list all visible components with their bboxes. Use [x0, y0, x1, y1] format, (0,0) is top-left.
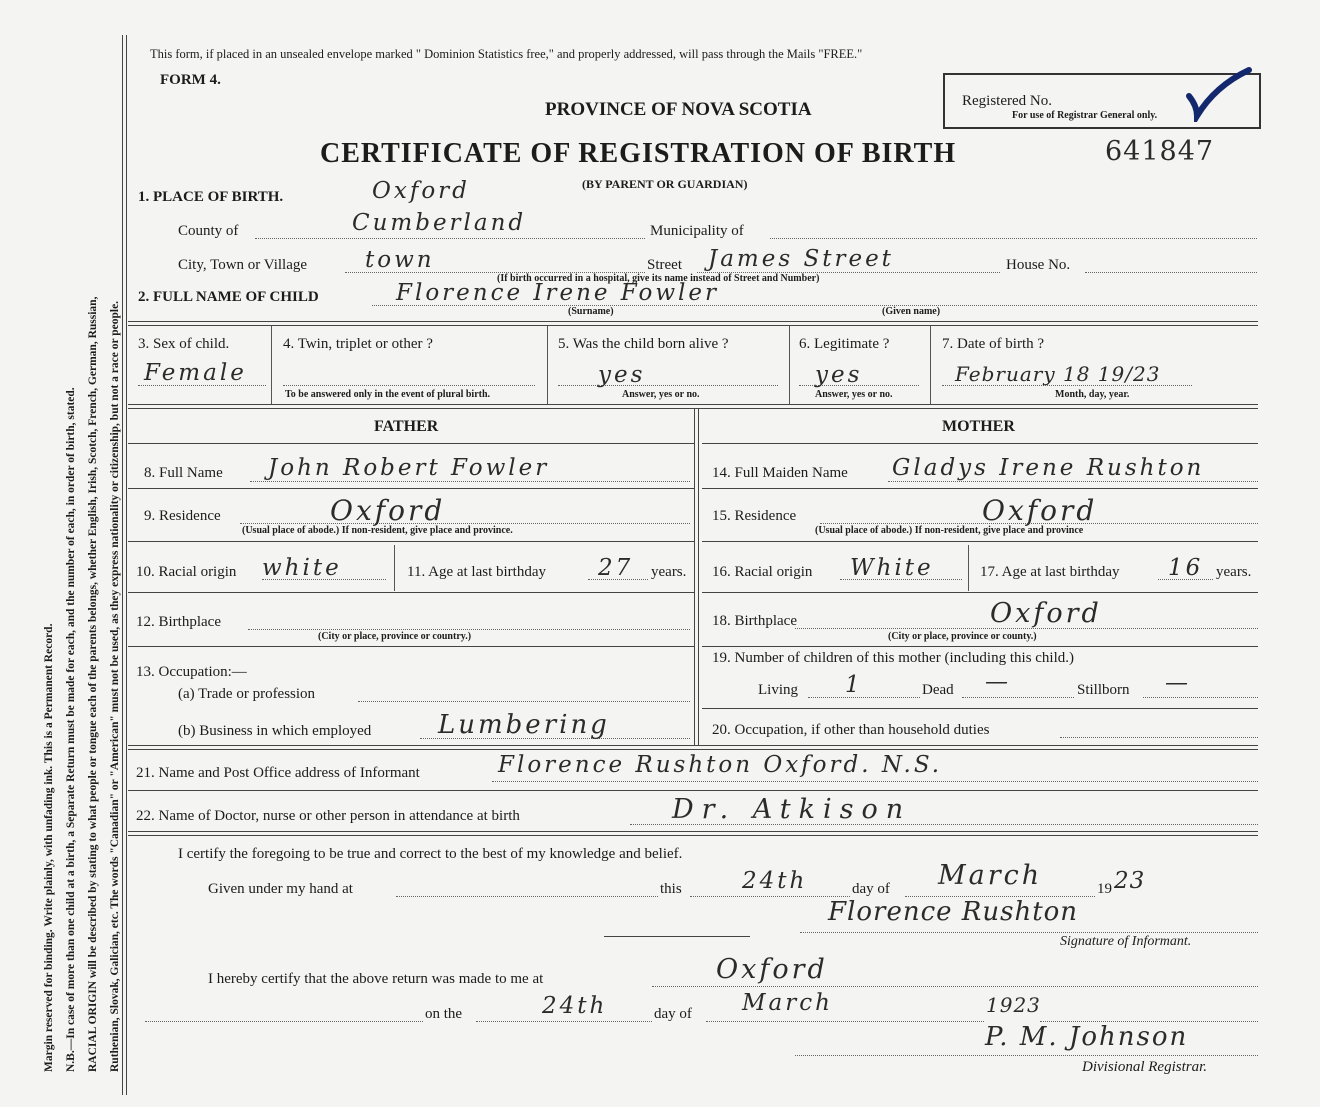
city-label: City, Town or Village [178, 257, 308, 273]
informant-value: Florence Rushton Oxford. N.S. [498, 752, 943, 778]
margin-note-1: Margin reserved for binding. Write plainly, with unfading ink. This is a Permanent Record. [43, 623, 55, 1072]
informant-signature-caption: Signature of Informant. [1060, 934, 1192, 949]
margin-notes [38, 297, 126, 1072]
sex-value: Female [144, 360, 247, 386]
hospital-note: (If birth occurred in a hospital, give its name instead of Street and Number) [497, 273, 820, 284]
father-name-label: 8. Full Name [144, 465, 223, 481]
mother-birthplace-label: 18. Birthplace [712, 613, 797, 629]
registrar-place: Oxford [716, 954, 828, 985]
certificate-title: CERTIFICATE OF REGISTRATION OF BIRTH [320, 138, 957, 169]
informant-label: 21. Name and Post Office address of Informant [136, 765, 420, 781]
legitimate-note: Answer, yes or no. [815, 389, 893, 400]
stillborn-label: Stillborn [1077, 682, 1130, 698]
father-heading: FATHER [374, 418, 439, 435]
mother-age-label: 17. Age at last birthday [980, 564, 1120, 580]
registered-label: Registered No. [962, 93, 1052, 109]
legitimate-label: 6. Legitimate ? [799, 336, 890, 352]
registrar-on-label: on the [425, 1006, 463, 1022]
certificate-subtitle: (BY PARENT OR GUARDIAN) [582, 177, 748, 191]
county-value: Cumberland [352, 210, 527, 236]
mother-age-value: 16 [1168, 555, 1204, 581]
mother-birthplace-value: Oxford [990, 598, 1102, 629]
father-residence-value: Oxford [330, 494, 446, 527]
street-value: James Street [708, 246, 894, 272]
street-label: Street [647, 257, 682, 273]
certify-year: 23 [1114, 868, 1146, 894]
twin-label: 4. Twin, triplet or other ? [283, 336, 433, 352]
mother-age-unit: years. [1216, 564, 1252, 580]
father-birthplace-note: (City or place, province or country.) [318, 631, 472, 642]
doctor-value: Dr. Atkison [672, 794, 912, 825]
born-alive-label: 5. Was the child born alive ? [558, 336, 729, 352]
margin-note-3: RACIAL ORIGIN will be described by stating to what people or tongue each of the parents belongs, whether English, Irish, Scotch, French, German, Russian, [87, 296, 99, 1072]
stamped-number: 641847 [1105, 136, 1215, 167]
check-mark-icon [1185, 66, 1255, 122]
registrar-use-note: For use of Registrar General only. [1012, 110, 1158, 121]
certify-statement: I certify the foregoing to be true and correct to the best of my knowledge and belief. [178, 846, 683, 862]
mother-residence-label: 15. Residence [712, 508, 797, 524]
father-age-unit: years. [651, 564, 687, 580]
mother-birthplace-note: (City or place, province or county.) [888, 631, 1037, 642]
child-name-value: Florence Irene Fowler [396, 280, 720, 306]
certify-dayof-label: day of [852, 881, 890, 897]
mother-occupation-label: 20. Occupation, if other than household duties [712, 722, 990, 738]
registrar-statement: I hereby certify that the above return was made to me at [208, 971, 544, 987]
municipality-label: Municipality of [650, 223, 744, 239]
certify-year-prefix: 19 [1097, 881, 1112, 897]
county-label: County of [178, 223, 239, 239]
dob-value: February 18 19/23 [955, 362, 1161, 386]
father-birthplace-label: 12. Birthplace [136, 614, 221, 630]
mother-race-value: White [850, 555, 934, 581]
mother-race-label: 16. Racial origin [712, 564, 813, 580]
born-alive-value: yes [598, 362, 646, 388]
twin-note: To be answered only in the event of plural birth. [285, 389, 491, 400]
binding-rule [122, 35, 127, 1095]
registrar-day: 24th [542, 993, 608, 1019]
mother-name-value: Gladys Irene Rushton [892, 455, 1205, 481]
occupation-label: 13. Occupation:— [136, 664, 247, 680]
dob-note: Month, day, year. [1055, 389, 1130, 400]
father-residence-note: (Usual place of abode.) If non-resident, give place and province. [242, 525, 513, 536]
stillborn-value: — [1165, 670, 1191, 696]
business-label: (b) Business in which employed [178, 723, 372, 739]
registrar-month: March [742, 990, 833, 1016]
house-number-label: House No. [1006, 257, 1071, 273]
born-alive-note: Answer, yes or no. [622, 389, 700, 400]
this-label: this [660, 881, 682, 897]
mother-residence-note: (Usual place of abode.) If non-resident, give place and province [815, 525, 1084, 536]
registrar-caption: Divisional Registrar. [1082, 1059, 1208, 1075]
registrar-year: 1923 [986, 993, 1041, 1017]
registrar-signature: P. M. Johnson [985, 1022, 1189, 1052]
place-of-birth-value: Oxford [372, 178, 470, 204]
mother-residence-value: Oxford [982, 494, 1098, 527]
children-count-label: 19. Number of children of this mother (including this child.) [712, 650, 1075, 666]
form-number: FORM 4. [160, 72, 221, 88]
city-value: town [365, 247, 435, 273]
informant-signature: Florence Rushton [828, 897, 1079, 927]
business-value: Lumbering [438, 710, 610, 740]
mother-heading: MOTHER [942, 418, 1015, 435]
registrar-dayof-label: day of [654, 1006, 692, 1022]
living-value: 1 [845, 672, 863, 698]
father-race-label: 10. Racial origin [136, 564, 237, 580]
dead-label: Dead [922, 682, 954, 698]
child-name-label: 2. FULL NAME OF CHILD [138, 289, 319, 305]
margin-note-2: N.B.—In case of more than one child at a birth, a Separate Return must be made for each, and the number of each, in order of birth, stated. [65, 387, 77, 1072]
certify-day: 24th [742, 868, 808, 894]
sex-label: 3. Sex of child. [138, 336, 230, 352]
surname-caption: (Surname) [568, 306, 614, 317]
trade-label: (a) Trade or profession [178, 686, 316, 702]
margin-note-4: Ruthenian, Slovak, Galician, etc. The words "Canadian" or "American" must not be used, as they express nationality or citizenship, but not a race or people. [109, 300, 121, 1072]
place-of-birth-label: 1. PLACE OF BIRTH. [138, 189, 284, 205]
father-age-value: 27 [598, 555, 634, 581]
given-under-label: Given under my hand at [208, 881, 353, 897]
father-race-value: white [262, 555, 342, 581]
given-name-caption: (Given name) [882, 306, 941, 317]
certify-month: March [938, 860, 1043, 891]
dob-label: 7. Date of birth ? [942, 336, 1045, 352]
father-age-label: 11. Age at last birthday [407, 564, 546, 580]
father-name-value: John Robert Fowler [268, 455, 550, 481]
doctor-label: 22. Name of Doctor, nurse or other person in attendance at birth [136, 808, 520, 824]
dead-value: — [985, 669, 1011, 695]
living-label: Living [758, 682, 798, 698]
postal-note: This form, if placed in an unsealed envelope marked " Dominion Statistics free," and properly addressed, will pass through the Mails "FREE." [150, 47, 863, 61]
province-title: PROVINCE OF NOVA SCOTIA [545, 99, 812, 120]
father-residence-label: 9. Residence [144, 508, 221, 524]
legitimate-value: yes [815, 362, 863, 388]
mother-name-label: 14. Full Maiden Name [712, 465, 848, 481]
